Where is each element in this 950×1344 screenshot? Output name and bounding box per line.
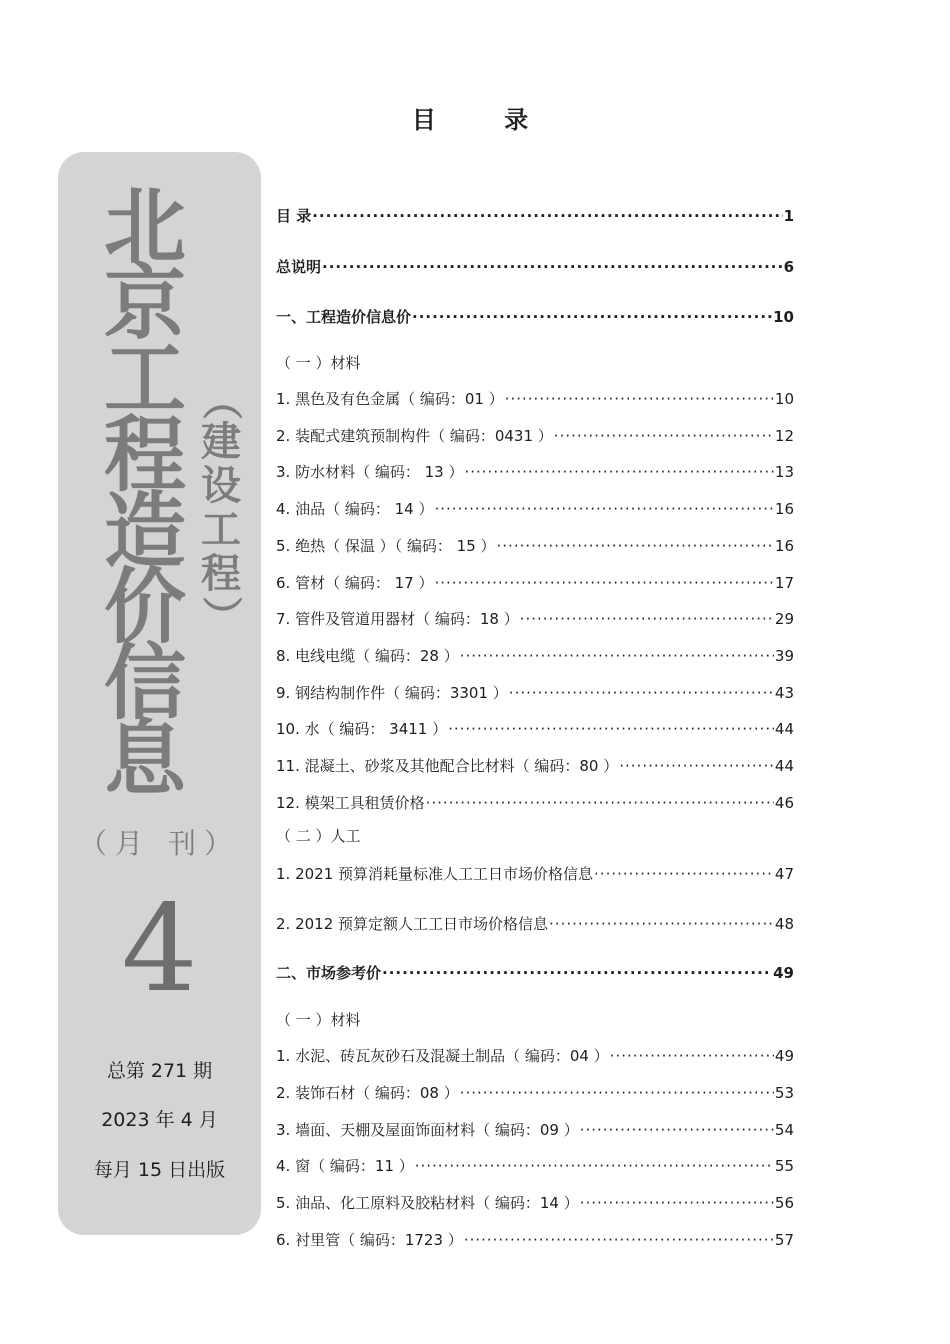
toc-entry[interactable] (276, 608, 794, 629)
toc-entry-label: 2. 2012 预算定额人工工日市场价格信息 (276, 915, 549, 933)
toc-entry[interactable] (276, 913, 794, 934)
toc-entry[interactable] (276, 535, 794, 556)
toc-entry[interactable] (276, 962, 794, 983)
leader-dots (426, 794, 774, 812)
issue-number: 4 (121, 880, 198, 1019)
toc-entry-page: 49 (774, 1047, 794, 1065)
toc-entry-page: 54 (774, 1121, 794, 1139)
toc-entry[interactable] (276, 1082, 794, 1103)
monthly-label: （月 刊） (79, 827, 240, 860)
title-char: 北 (103, 180, 186, 275)
toc-entry-page: 16 (774, 537, 794, 555)
toc-entry-label: 11. 混凝土、砂浆及其他配合比材料（ 编码：80 ） (276, 757, 619, 775)
toc-entry[interactable] (276, 1119, 794, 1140)
subtitle-char: ） (198, 596, 244, 636)
page-title: 目 录 (411, 106, 559, 134)
toc-entry-label: 一、工程造价信息价 (276, 308, 412, 326)
toc-entry[interactable] (276, 256, 794, 277)
toc-entry-page: 1 (783, 207, 794, 225)
toc-entry[interactable] (276, 1155, 794, 1176)
toc-entry-label: 1. 水泥、砖瓦灰砂石及混凝土制品（ 编码：04 ） (276, 1047, 609, 1065)
toc-entry-label: 7. 管件及管道用器材（ 编码：18 ） (276, 610, 519, 628)
toc-entry-label: 目 录 (276, 207, 312, 225)
toc-entry-page: 10 (773, 308, 794, 326)
leader-dots (594, 865, 774, 883)
toc-entry-label: 2. 装饰石材（ 编码：08 ） (276, 1084, 459, 1102)
toc-entry-label: 1. 黑色及有色金属（ 编码：01 ） (276, 390, 504, 408)
toc-entry-page: 39 (774, 647, 794, 665)
leader-dots (312, 207, 782, 225)
leader-dots (448, 720, 774, 738)
toc-entry-page: 43 (774, 684, 794, 702)
toc-subheading: （ 一 ）材料 (276, 1011, 361, 1029)
toc-entry[interactable] (276, 1229, 794, 1250)
toc-entry[interactable] (276, 306, 794, 327)
toc-entry-label: 总说明 (276, 258, 322, 276)
leader-dots (580, 1121, 774, 1139)
leader-dots (549, 915, 774, 933)
toc-entry[interactable] (276, 1045, 794, 1066)
leader-dots (460, 647, 774, 665)
leader-dots (580, 1194, 774, 1212)
toc-entry-label: 12. 模架工具租赁价格 (276, 794, 425, 812)
toc-entry-page: 10 (774, 390, 794, 408)
total-issue: 总第 271 期 (106, 1060, 213, 1082)
toc-entry[interactable] (276, 461, 794, 482)
toc-entry-page: 48 (774, 915, 794, 933)
leader-dots (460, 1084, 774, 1102)
publication-title (100, 180, 190, 807)
toc-entry-label: 1. 2021 预算消耗量标准人工工日市场价格信息 (276, 865, 594, 883)
toc-entry-label: 3. 防水材料（ 编码： 13 ） (276, 463, 464, 481)
leader-dots (619, 757, 774, 775)
toc-entry-page: 12 (774, 427, 794, 445)
leader-dots (610, 1047, 774, 1065)
toc-entry-page: 17 (774, 574, 794, 592)
leader-dots (505, 390, 774, 408)
toc-entry[interactable] (276, 863, 794, 884)
title-char: 信 (103, 636, 186, 731)
leader-dots (322, 258, 783, 276)
leader-dots (415, 1157, 774, 1175)
toc-entry-page: 55 (774, 1157, 794, 1175)
title-char: 息 (103, 712, 186, 807)
leader-dots (497, 537, 774, 555)
toc-entry[interactable] (276, 718, 794, 739)
subtitle-char: 工 (201, 507, 241, 553)
toc-entry-label: 二、市场参考价 (276, 964, 382, 982)
toc-entry-page: 16 (774, 500, 794, 518)
leader-dots (554, 427, 774, 445)
toc-entry-label: 2. 装配式建筑预制构件（ 编码：0431 ） (276, 427, 553, 445)
leader-dots (382, 964, 772, 982)
toc-entry[interactable] (276, 1192, 794, 1213)
toc-entry[interactable] (276, 792, 794, 813)
toc-entry[interactable] (276, 498, 794, 519)
toc-entry[interactable] (276, 682, 794, 703)
toc-entry-label: 9. 钢结构制作件（ 编码：3301 ） (276, 684, 508, 702)
subtitle-char: （ (198, 380, 244, 420)
toc-entry[interactable] (276, 425, 794, 446)
leader-dots (464, 463, 773, 481)
leader-dots (434, 500, 773, 518)
publish-day: 每月 15 日出版 (93, 1159, 226, 1181)
toc-subheading: （ 一 ）材料 (276, 354, 361, 372)
toc-entry-label: 6. 衬里管（ 编码：1723 ） (276, 1231, 463, 1249)
title-char: 程 (103, 408, 186, 503)
title-char: 工 (103, 332, 186, 427)
toc-entry-page: 46 (774, 794, 794, 812)
toc-entry-page: 29 (774, 610, 794, 628)
title-char: 价 (103, 560, 186, 655)
toc-entry[interactable] (276, 755, 794, 776)
toc-entry-page: 53 (774, 1084, 794, 1102)
leader-dots (412, 308, 772, 326)
publication-subtitle (197, 380, 245, 636)
subtitle-char: 设 (201, 463, 241, 509)
leader-dots (520, 610, 774, 628)
toc-entry[interactable] (276, 572, 794, 593)
toc-entry-label: 5. 油品、化工原料及胶粘材料（ 编码：14 ） (276, 1194, 579, 1212)
toc-entry-page: 49 (773, 964, 794, 982)
toc-entry-page: 13 (774, 463, 794, 481)
toc-entry-label: 8. 电线电缆（ 编码：28 ） (276, 647, 459, 665)
issue-date: 2023 年 4 月 (101, 1109, 218, 1131)
toc-entry-page: 44 (774, 720, 794, 738)
toc-entry-label: 4. 油品（ 编码： 14 ） (276, 500, 434, 518)
toc-entry-label: 3. 墙面、天棚及屋面饰面材料（ 编码：09 ） (276, 1121, 579, 1139)
title-char: 京 (103, 256, 186, 351)
toc-subheading: （ 二 ）人工 (276, 827, 361, 845)
toc-entry-label: 5. 绝热（ 保温 ）（ 编码： 15 ） (276, 537, 496, 555)
toc-entry[interactable] (276, 388, 794, 409)
leader-dots (464, 1231, 774, 1249)
toc-entry-page: 56 (774, 1194, 794, 1212)
toc-entry[interactable] (276, 645, 794, 666)
toc-entry-label: 6. 管材（ 编码： 17 ） (276, 574, 434, 592)
leader-dots (434, 574, 773, 592)
title-char: 造 (103, 484, 186, 579)
toc-entry[interactable] (276, 205, 794, 226)
toc-entry-page: 47 (774, 865, 794, 883)
subtitle-char: 程 (201, 551, 241, 597)
toc-entry-page: 44 (774, 757, 794, 775)
toc-entry-label: 10. 水（ 编码： 3411 ） (276, 720, 448, 738)
subtitle-char: 建 (201, 419, 241, 465)
leader-dots (509, 684, 774, 702)
toc-entry-page: 57 (774, 1231, 794, 1249)
toc-entry-page: 6 (783, 258, 794, 276)
toc-entry-label: 4. 窗（ 编码：11 ） (276, 1157, 414, 1175)
